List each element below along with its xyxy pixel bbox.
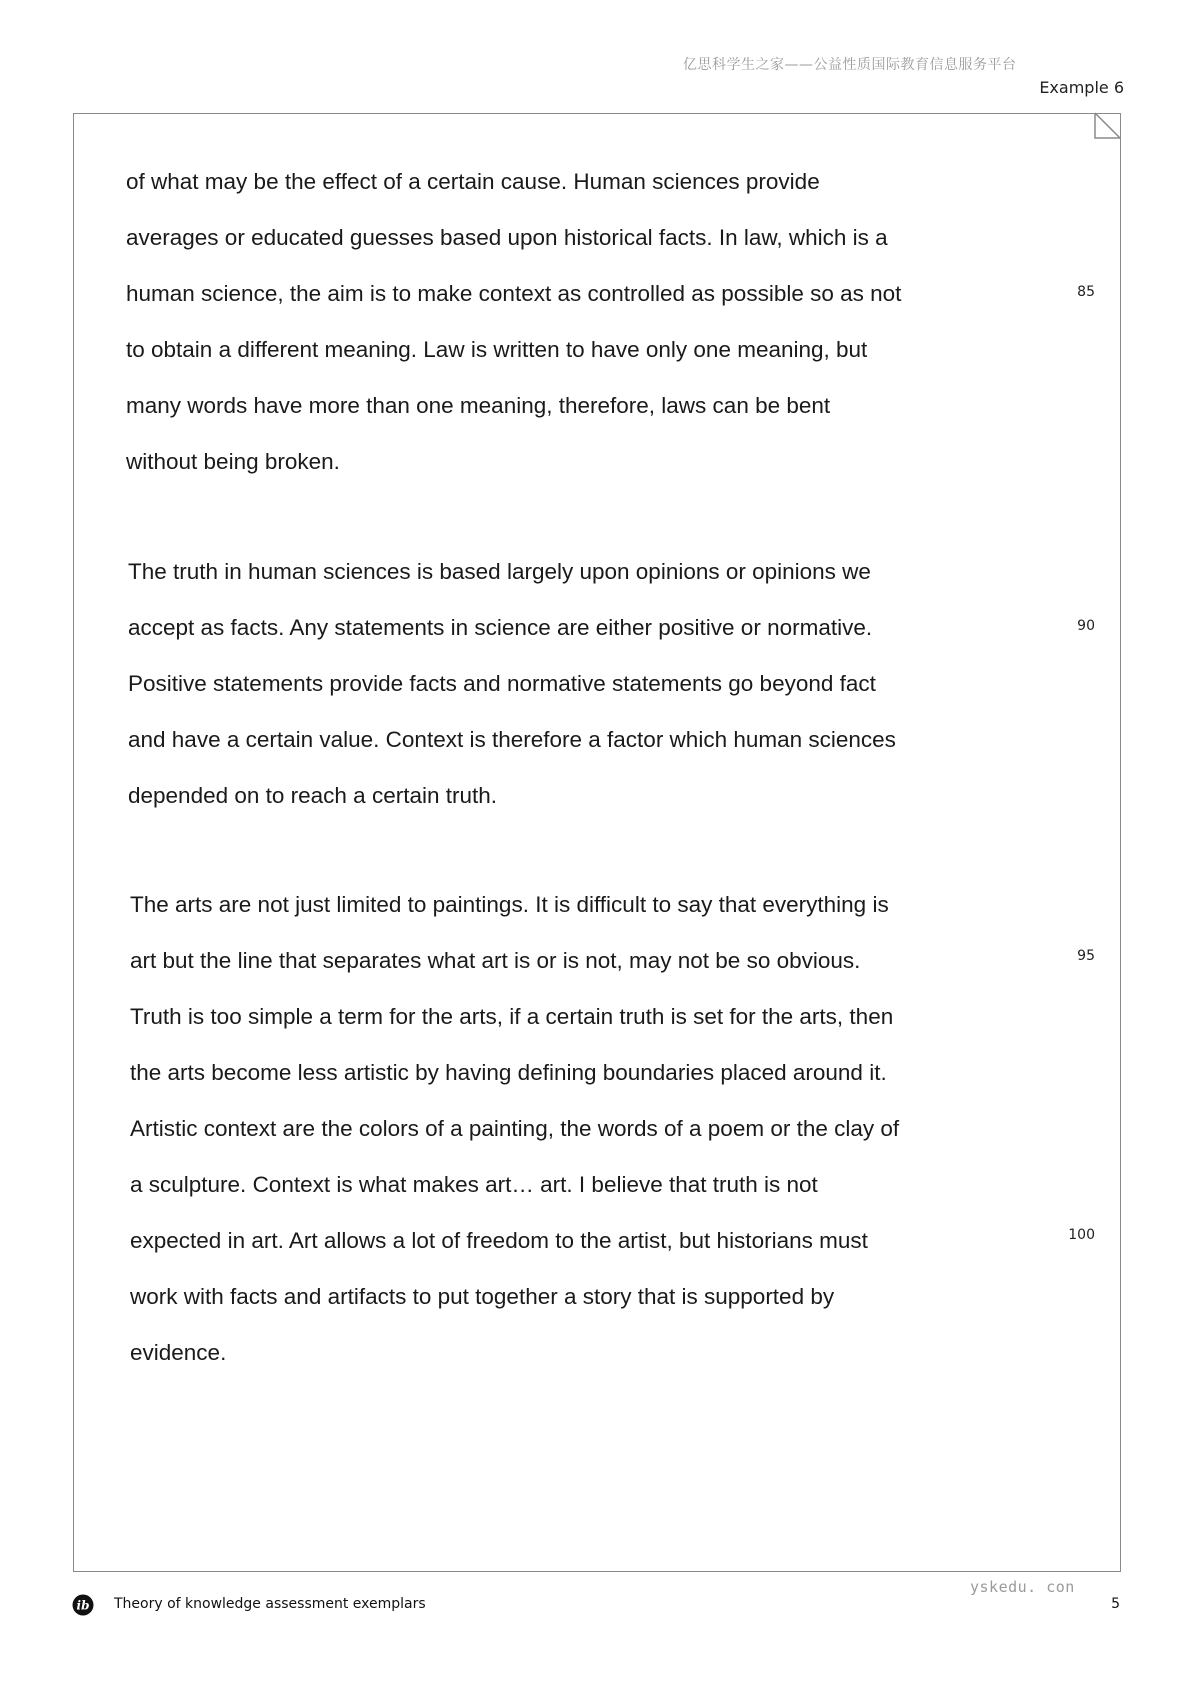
essay-line: work with facts and artifacts to put together a story that is supported by <box>130 1284 835 1309</box>
essay-line: a sculpture. Context is what makes art… art. I believe that truth is not <box>130 1172 818 1197</box>
ib-logo-icon <box>72 1594 94 1616</box>
essay-line: many words have more than one meaning, therefore, laws can be bent <box>126 393 831 418</box>
line-number: 85 <box>1077 284 1095 300</box>
essay-line: Artistic context are the colors of a painting, the words of a poem or the clay of <box>130 1116 900 1141</box>
essay-line: the arts become less artistic by having defining boundaries placed around it. <box>130 1060 887 1085</box>
essay-line: human science, the aim is to make context as controlled as possible so as not <box>126 281 902 306</box>
line-number: 95 <box>1077 948 1095 964</box>
essay-line: The truth in human sciences is based largely upon opinions or opinions we <box>128 559 871 584</box>
page-number: 5 <box>1111 1596 1120 1612</box>
watermark: yskedu. con <box>970 1578 1075 1596</box>
essay-line: evidence. <box>130 1340 227 1365</box>
essay-line: depended on to reach a certain truth. <box>128 783 498 808</box>
essay-line: averages or educated guesses based upon historical facts. In law, which is a <box>126 225 888 250</box>
essay-line: expected in art. Art allows a lot of freedom to the artist, but historians must <box>130 1228 868 1253</box>
line-number: 100 <box>1068 1227 1095 1243</box>
essay-line: The arts are not just limited to paintings. It is difficult to say that everything is <box>130 892 889 917</box>
essay-line: Positive statements provide facts and normative statements go beyond fact <box>128 671 876 696</box>
essay-line: art but the line that separates what art is or is not, may not be so obvious. <box>130 948 861 973</box>
footer-title: Theory of knowledge assessment exemplars <box>114 1596 426 1612</box>
essay-line: to obtain a different meaning. Law is written to have only one meaning, but <box>126 337 868 362</box>
essay-line: Truth is too simple a term for the arts, if a certain truth is set for the arts, then <box>130 1004 894 1029</box>
essay-line: and have a certain value. Context is therefore a factor which human sciences <box>128 727 896 752</box>
essay-paragraph-2 <box>128 544 896 824</box>
ib-logo-text: ib <box>76 1598 90 1613</box>
essay-paragraph-1 <box>126 154 901 490</box>
site-banner: 亿思科学生之家——公益性质国际教育信息服务平台 <box>683 57 1017 73</box>
essay-line: without being broken. <box>126 449 340 474</box>
essay-line: of what may be the effect of a certain cause. Human sciences provide <box>126 169 820 194</box>
line-number: 90 <box>1077 618 1095 634</box>
example-label: Example 6 <box>1039 78 1124 97</box>
essay-line: accept as facts. Any statements in science are either positive or normative. <box>128 615 873 640</box>
folded-corner-icon <box>1094 112 1122 140</box>
essay-paragraph-3 <box>130 877 899 1381</box>
